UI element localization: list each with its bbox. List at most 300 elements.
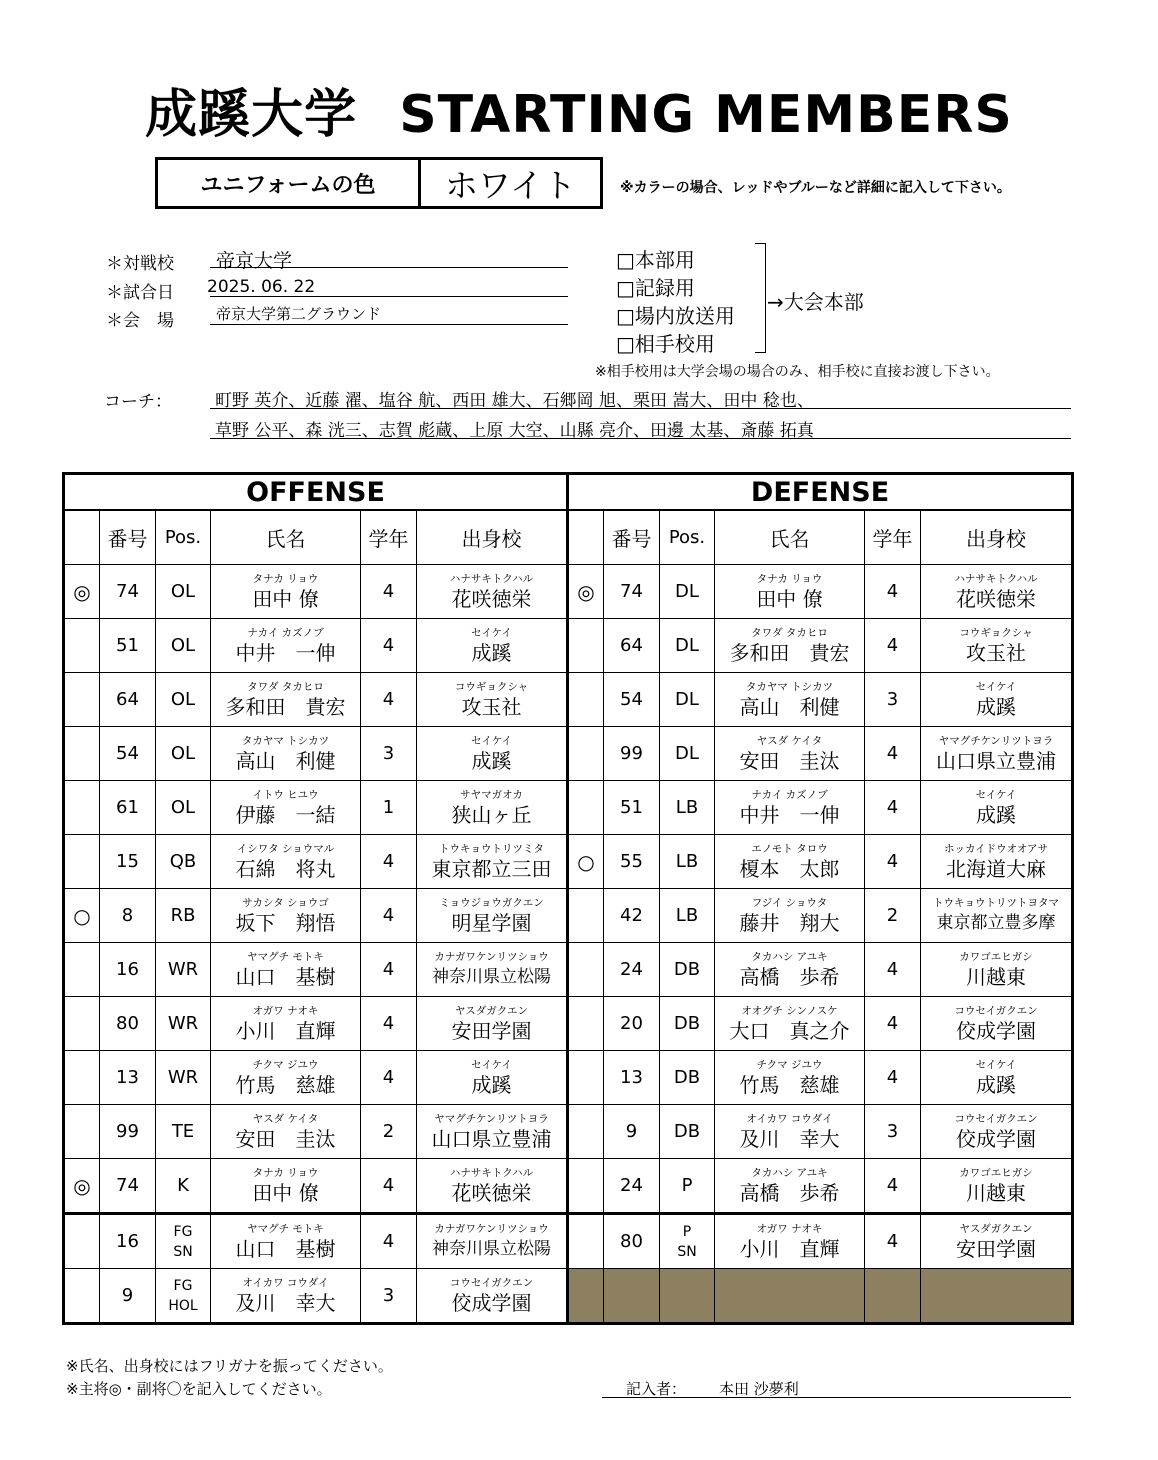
- header-cap: [568, 510, 604, 565]
- player-name-cell: [211, 1105, 361, 1159]
- player-number: 16: [100, 943, 156, 997]
- player-school-cell: [921, 781, 1073, 835]
- player-name-kana: タワダ タカヒロ: [247, 680, 324, 693]
- player-name: 坂下 翔悟: [235, 910, 336, 935]
- player-name: 田中 僚: [756, 586, 823, 611]
- player-year: 4: [865, 835, 921, 889]
- position-primary: RB: [170, 905, 196, 926]
- player-school-cell: [921, 727, 1073, 781]
- school-kana: コウセイガクエン: [954, 1004, 1038, 1017]
- player-row: [64, 1105, 568, 1159]
- player-row: [568, 781, 1073, 835]
- player-name: 中井 一伸: [739, 802, 840, 827]
- player-number: 74: [604, 565, 660, 619]
- coach-label: コーチ：: [104, 392, 172, 412]
- date-underline: [210, 296, 568, 297]
- player-row: [568, 619, 1073, 673]
- school-kana: カナガワケンリツショウ: [434, 1222, 549, 1235]
- player-position: [660, 1159, 715, 1214]
- player-position: [660, 1214, 715, 1269]
- player-row: [64, 835, 568, 889]
- player-name-cell: [211, 1269, 361, 1324]
- school-kana: ホッカイドウオオアサ: [943, 842, 1049, 855]
- header-pos: Pos.: [660, 510, 715, 565]
- player-school: 攻玉社: [461, 694, 522, 719]
- player-name: 及川 幸大: [739, 1126, 840, 1151]
- player-school-cell: [417, 727, 568, 781]
- player-school-cell: [921, 673, 1073, 727]
- captain-mark: [64, 943, 100, 997]
- player-name: 山口 基樹: [235, 1236, 336, 1261]
- player-number: 54: [100, 727, 156, 781]
- player-school: 川越東: [966, 1180, 1027, 1205]
- player-year: 4: [361, 1159, 417, 1214]
- player-name-kana: ヤマグチ モトキ: [247, 950, 324, 963]
- player-position: [660, 673, 715, 727]
- player-row: [568, 835, 1073, 889]
- captain-mark: ◎: [64, 565, 100, 619]
- header-number: 番号: [604, 510, 660, 565]
- venue-underline: [210, 324, 568, 325]
- player-name-kana: チクマ ジユウ: [252, 1058, 319, 1071]
- player-name-kana: ナカイ カズノブ: [247, 626, 324, 639]
- player-position: [660, 565, 715, 619]
- player-position: [156, 1159, 211, 1214]
- player-name-cell: [211, 781, 361, 835]
- player-position: [660, 835, 715, 889]
- player-number: 15: [100, 835, 156, 889]
- player-position: [156, 835, 211, 889]
- player-school-cell: [417, 997, 568, 1051]
- player-position: [660, 997, 715, 1051]
- player-name-kana: オイカワ コウダイ: [242, 1276, 329, 1289]
- captain-mark: ◎: [568, 565, 604, 619]
- school-kana: ヤスダガクエン: [454, 1004, 529, 1017]
- copy-checkbox-announce[interactable]: □場内放送用: [616, 304, 735, 328]
- copy-checkbox-kiroku[interactable]: □記録用: [616, 276, 695, 300]
- page-title: [0, 72, 1158, 147]
- player-row: [64, 997, 568, 1051]
- school-kana: セイケイ: [975, 1058, 1017, 1071]
- player-school-cell: [921, 889, 1073, 943]
- player-position: [660, 943, 715, 997]
- position-primary: LB: [675, 905, 699, 926]
- position-primary: WR: [167, 1067, 199, 1088]
- school-kana: トウキョウトリツミタ: [439, 842, 545, 855]
- captain-mark: [568, 781, 604, 835]
- player-name-kana: タカヤマ トシカツ: [241, 734, 330, 747]
- player-number: 42: [604, 889, 660, 943]
- player-row: [64, 1051, 568, 1105]
- player-year: 4: [865, 943, 921, 997]
- player-row: [568, 1105, 1073, 1159]
- player-year: 4: [361, 619, 417, 673]
- empty-cell: [865, 1269, 921, 1324]
- player-school-cell: [921, 1051, 1073, 1105]
- player-row: [64, 673, 568, 727]
- player-name-cell: [715, 1214, 865, 1269]
- position-primary: DL: [675, 635, 699, 656]
- position-primary: DL: [675, 743, 699, 764]
- player-row: [568, 565, 1073, 619]
- opponent-value: 帝京大学: [216, 250, 293, 272]
- player-year: 4: [865, 1214, 921, 1269]
- position-primary: DB: [673, 1067, 701, 1088]
- captain-mark: [568, 619, 604, 673]
- player-school-cell: [417, 565, 568, 619]
- player-school-cell: [921, 1105, 1073, 1159]
- player-name-cell: [715, 565, 865, 619]
- player-name-cell: [211, 673, 361, 727]
- offense-title: OFFENSE: [64, 474, 568, 511]
- player-name: 田中 僚: [252, 586, 319, 611]
- player-school: 佼成学園: [956, 1018, 1037, 1043]
- player-name-kana: イシワタ ショウマル: [236, 842, 335, 855]
- player-name: 榎本 太郎: [739, 856, 840, 881]
- school-title: 成蹊大学: [145, 85, 358, 145]
- player-name: 藤井 翔大: [739, 910, 840, 935]
- player-school: 成蹊: [976, 802, 1017, 827]
- player-number: 8: [100, 889, 156, 943]
- date-value: 2025. 06. 22: [207, 277, 316, 297]
- player-school: 成蹊: [471, 748, 512, 773]
- empty-cell: [921, 1269, 1073, 1324]
- copy-checkbox-honbu[interactable]: □本部用: [616, 248, 695, 272]
- position-primary: OL: [170, 689, 196, 710]
- player-name-kana: タナカ リョウ: [252, 572, 319, 585]
- header-cap: [64, 510, 100, 565]
- position-primary: FG: [173, 1277, 193, 1294]
- captain-mark: [64, 673, 100, 727]
- position-secondary: SN: [173, 1243, 193, 1260]
- player-school-cell: [921, 619, 1073, 673]
- school-kana: カワゴエヒガシ: [959, 950, 1033, 963]
- player-name: 山口 基樹: [235, 964, 336, 989]
- player-name-kana: オガワ ナオキ: [756, 1222, 823, 1235]
- position-primary: K: [177, 1175, 189, 1196]
- player-school: 北海道大麻: [946, 856, 1047, 881]
- captain-mark: [568, 1214, 604, 1269]
- player-school: 安田学園: [956, 1236, 1037, 1261]
- player-number: 13: [604, 1051, 660, 1105]
- player-year: 4: [865, 781, 921, 835]
- player-name-kana: タカヤマ トシカツ: [745, 680, 834, 693]
- copy-checkbox-opponent[interactable]: □相手校用: [616, 332, 715, 356]
- player-name-cell: [715, 835, 865, 889]
- player-name-kana: オイカワ コウダイ: [746, 1112, 833, 1125]
- captain-mark: [568, 1051, 604, 1105]
- captain-mark: [64, 1105, 100, 1159]
- player-name-kana: サカシタ ショウゴ: [242, 896, 329, 909]
- captain-mark: [64, 1051, 100, 1105]
- player-name-cell: [211, 943, 361, 997]
- player-row: [64, 619, 568, 673]
- position-primary: OL: [170, 797, 196, 818]
- captain-mark: [568, 1105, 604, 1159]
- player-name: 高山 利健: [235, 748, 336, 773]
- player-row: [568, 997, 1073, 1051]
- header-year: 学年: [865, 510, 921, 565]
- player-row: [568, 943, 1073, 997]
- uniform-color-value: ホワイト: [444, 165, 576, 205]
- player-name-kana: タナカ リョウ: [756, 572, 823, 585]
- player-name-cell: [715, 781, 865, 835]
- player-name: 及川 幸大: [235, 1290, 336, 1315]
- school-kana: セイケイ: [471, 626, 512, 639]
- header-school: 出身校: [417, 510, 568, 565]
- school-kana: ヤスダガクエン: [959, 1222, 1033, 1235]
- position-primary: OL: [170, 743, 196, 764]
- player-number: 74: [100, 565, 156, 619]
- offense-header-row: [64, 510, 568, 565]
- school-kana: サヤマガオカ: [460, 788, 523, 801]
- defense-title: DEFENSE: [568, 474, 1073, 511]
- player-position: [156, 997, 211, 1051]
- player-name-cell: [211, 835, 361, 889]
- player-position: [156, 565, 211, 619]
- player-year: 2: [361, 1105, 417, 1159]
- player-position: [156, 781, 211, 835]
- school-kana: セイケイ: [975, 788, 1017, 801]
- player-name-cell: [715, 1159, 865, 1214]
- copy-destination: →大会本部: [767, 290, 864, 314]
- player-name-cell: [715, 727, 865, 781]
- position-primary: WR: [167, 1013, 199, 1034]
- player-name-kana: ヤマグチ モトキ: [247, 1222, 324, 1235]
- player-row: [64, 943, 568, 997]
- player-row: [64, 1214, 568, 1269]
- copy-note: ※相手校用は大学会場の場合のみ、相手校に直接お渡し下さい。: [595, 364, 1000, 380]
- player-row: [568, 889, 1073, 943]
- player-name: 高橋 歩希: [739, 964, 840, 989]
- player-year: 4: [361, 1214, 417, 1269]
- player-row: [64, 565, 568, 619]
- player-position: [156, 1051, 211, 1105]
- position-primary: QB: [169, 851, 197, 872]
- player-name-kana: フジイ ショウタ: [751, 896, 828, 909]
- captain-mark: [64, 835, 100, 889]
- player-row: [568, 1214, 1073, 1269]
- filler-label: 記入者：: [626, 1380, 687, 1398]
- player-number: 24: [604, 1159, 660, 1214]
- player-year: 4: [865, 997, 921, 1051]
- position-primary: OL: [170, 635, 196, 656]
- player-row: [64, 781, 568, 835]
- player-school: 明星学園: [451, 910, 532, 935]
- player-school: 神奈川県立松陽: [432, 966, 552, 987]
- captain-mark: [568, 727, 604, 781]
- school-kana: ハナサキトクハル: [449, 572, 534, 585]
- player-year: 3: [865, 1105, 921, 1159]
- captain-mark: [568, 889, 604, 943]
- player-school-cell: [921, 835, 1073, 889]
- school-kana: セイケイ: [471, 1058, 512, 1071]
- player-name: 多和田 貴宏: [729, 640, 850, 665]
- player-year: 4: [865, 1159, 921, 1214]
- player-row: [568, 1051, 1073, 1105]
- player-year: 4: [865, 619, 921, 673]
- player-name-cell: [211, 1159, 361, 1214]
- player-year: 4: [361, 565, 417, 619]
- position-primary: DB: [673, 959, 701, 980]
- captain-mark: ○: [568, 835, 604, 889]
- captain-mark: [64, 727, 100, 781]
- player-name: 安田 圭汰: [235, 1126, 336, 1151]
- coach-underline-2: [210, 438, 1071, 439]
- player-school: 神奈川県立松陽: [432, 1238, 552, 1259]
- player-position: [156, 1105, 211, 1159]
- filler-name: 本田 沙夢利: [719, 1380, 799, 1398]
- position-secondary: HOL: [168, 1297, 198, 1314]
- position-secondary: SN: [677, 1243, 697, 1260]
- player-number: 9: [100, 1269, 156, 1324]
- defense-table: [566, 472, 1074, 1325]
- player-school: 成蹊: [471, 640, 512, 665]
- player-school: 佼成学園: [956, 1126, 1037, 1151]
- position-primary: P: [681, 1175, 693, 1196]
- player-row: [568, 673, 1073, 727]
- player-school: 花咲徳栄: [451, 586, 532, 611]
- player-year: 3: [865, 673, 921, 727]
- player-school-cell: [417, 943, 568, 997]
- player-position: [660, 889, 715, 943]
- player-school-cell: [417, 835, 568, 889]
- player-position: [156, 673, 211, 727]
- player-year: 3: [361, 1269, 417, 1324]
- player-name-kana: ヤスダ ケイタ: [252, 1112, 319, 1125]
- defense-header-row: [568, 510, 1073, 565]
- player-name-cell: [715, 889, 865, 943]
- player-position: [156, 727, 211, 781]
- player-school: 攻玉社: [966, 640, 1027, 665]
- copies-bracket: [755, 243, 766, 353]
- player-name-cell: [211, 889, 361, 943]
- player-year: 4: [361, 673, 417, 727]
- player-name: 竹馬 慈雄: [739, 1072, 840, 1097]
- player-name: 大口 真之介: [729, 1018, 850, 1043]
- player-school: 東京都立三田: [431, 856, 552, 881]
- player-row: [64, 1159, 568, 1214]
- captain-mark: [64, 1269, 100, 1324]
- player-school-cell: [921, 565, 1073, 619]
- player-name: 小川 直輝: [739, 1236, 840, 1261]
- player-number: 16: [100, 1214, 156, 1269]
- player-school-cell: [417, 619, 568, 673]
- player-name-cell: [715, 1051, 865, 1105]
- school-kana: セイケイ: [471, 734, 512, 747]
- player-row: [568, 727, 1073, 781]
- player-name: 多和田 貴宏: [225, 694, 346, 719]
- player-name-cell: [211, 1051, 361, 1105]
- position-primary: DL: [675, 689, 699, 710]
- school-kana: トウキョウトリツトヨタマ: [933, 896, 1060, 909]
- venue-label: ＊会 場: [106, 311, 174, 331]
- player-name-kana: イトウ ヒユウ: [252, 788, 319, 801]
- player-position: [660, 1051, 715, 1105]
- position-primary: TE: [171, 1121, 195, 1142]
- player-name-cell: [211, 619, 361, 673]
- player-school: 佼成学園: [451, 1290, 532, 1315]
- player-name: 中井 一伸: [235, 640, 336, 665]
- empty-cell: [660, 1269, 715, 1324]
- school-kana: コウセイガクエン: [449, 1276, 534, 1289]
- player-school: 安田学園: [451, 1018, 532, 1043]
- offense-table: [62, 472, 569, 1325]
- player-year: 4: [865, 565, 921, 619]
- player-name-cell: [715, 619, 865, 673]
- player-school-cell: [921, 1214, 1073, 1269]
- school-kana: ヤマグチケンリツトヨラ: [938, 734, 1054, 747]
- position-primary: FG: [173, 1223, 193, 1240]
- player-name: 高山 利健: [739, 694, 840, 719]
- player-name-cell: [211, 997, 361, 1051]
- player-position: [660, 1105, 715, 1159]
- captain-mark: [568, 1159, 604, 1214]
- player-name-cell: [715, 673, 865, 727]
- player-name: 田中 僚: [252, 1180, 319, 1205]
- position-primary: P: [682, 1223, 692, 1240]
- player-year: 4: [865, 727, 921, 781]
- player-name-cell: [211, 727, 361, 781]
- date-label: ＊試合日: [106, 283, 174, 303]
- player-name-kana: ヤスダ ケイタ: [756, 734, 823, 747]
- player-school-cell: [921, 997, 1073, 1051]
- player-school-cell: [417, 1105, 568, 1159]
- player-row: [64, 727, 568, 781]
- captain-mark: ◎: [64, 1159, 100, 1214]
- player-number: 24: [604, 943, 660, 997]
- header-pos: Pos.: [156, 510, 211, 565]
- player-school-cell: [417, 1269, 568, 1324]
- player-number: 80: [604, 1214, 660, 1269]
- player-school: 山口県立豊浦: [936, 748, 1057, 773]
- empty-cell: [715, 1269, 865, 1324]
- player-number: 51: [100, 619, 156, 673]
- coach-line-1: 町野 英介、近藤 濯、塩谷 航、西田 雄大、石郷岡 旭、栗田 嵩大、田中 稔也、: [215, 391, 814, 411]
- player-year: 4: [361, 943, 417, 997]
- player-name: 竹馬 慈雄: [235, 1072, 336, 1097]
- school-kana: コウギョクシャ: [454, 680, 529, 693]
- player-number: 13: [100, 1051, 156, 1105]
- player-year: 4: [361, 997, 417, 1051]
- player-name-kana: タカハシ アユキ: [751, 950, 828, 963]
- player-name-kana: タカハシ アユキ: [751, 1166, 828, 1179]
- captain-mark: [568, 997, 604, 1051]
- player-name: 安田 圭汰: [739, 748, 840, 773]
- player-school-cell: [417, 673, 568, 727]
- player-name-kana: エノモト タロウ: [751, 842, 828, 855]
- position-primary: DL: [675, 581, 699, 602]
- player-number: 64: [604, 619, 660, 673]
- player-row: [64, 1269, 568, 1324]
- player-year: 4: [361, 1051, 417, 1105]
- player-school-cell: [417, 889, 568, 943]
- empty-cell: [604, 1269, 660, 1324]
- player-school: 花咲徳栄: [956, 586, 1037, 611]
- header-name: 氏名: [211, 510, 361, 565]
- player-name-kana: オガワ ナオキ: [252, 1004, 319, 1017]
- captain-mark: ○: [64, 889, 100, 943]
- player-name-kana: ナカイ カズノブ: [751, 788, 828, 801]
- player-position: [660, 619, 715, 673]
- player-school-cell: [417, 781, 568, 835]
- player-position: [156, 619, 211, 673]
- captain-mark: [568, 943, 604, 997]
- captain-mark: [568, 673, 604, 727]
- player-year: 1: [361, 781, 417, 835]
- player-school: 成蹊: [976, 1072, 1017, 1097]
- footer-note-captain: ※主将◎・副将〇を記入してください。: [66, 1380, 332, 1398]
